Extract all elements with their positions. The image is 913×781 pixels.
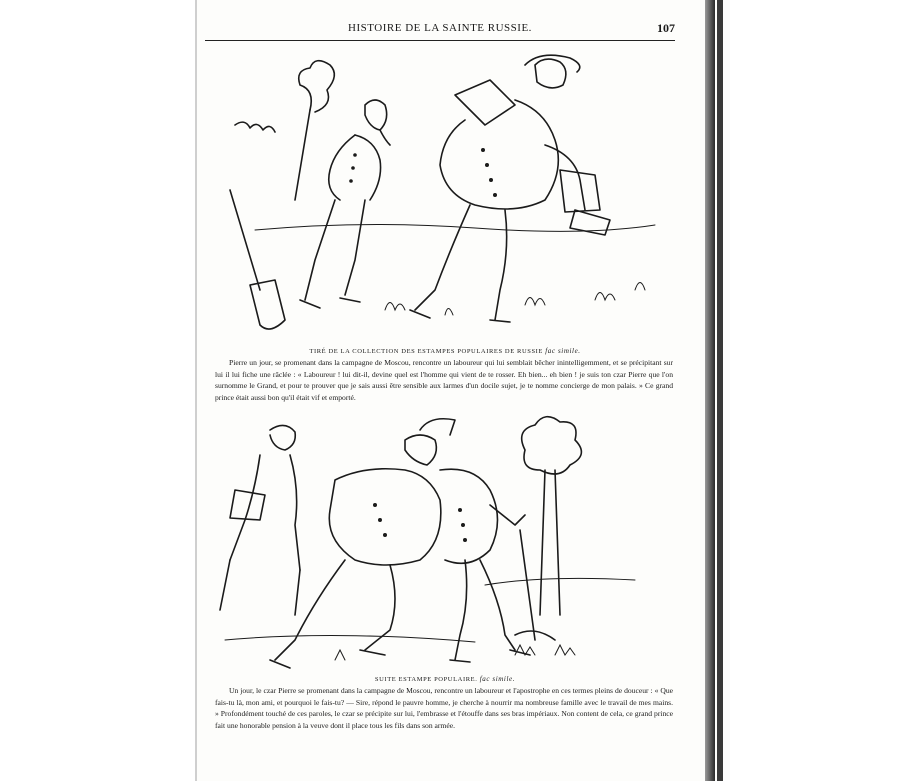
caption-bottom — [205, 675, 685, 683]
illustration-top — [215, 50, 660, 342]
caption-bottom-main: SUITE ESTAMPE POPULAIRE. — [374, 676, 478, 683]
page-header — [205, 18, 675, 41]
page-number: 107 — [657, 21, 675, 35]
paragraph-1: Pierre un jour, se promenant dans la campagne de Moscou, rencontre un laboureur qui lui semblait bêcher inintelligemment, et se précipitant sur lui il lui fiche une râclée : « Laboureur ! lui dit-il, devine quel est l'homme qui vient de te rosser. Eh bien... eh bien ! je suis ton czar Pierre que l'on surnomme le Grand, et pour te prouver que je sais aussi être sensible aux larmes d'un docile sujet, je te nomme concierge de mon palais. » Ce grand prince était aussi bon qu'il était vif et emporté. — [215, 358, 673, 402]
running-title: HISTOIRE DE LA SAINTE RUSSIE. — [348, 22, 532, 34]
illustration-bottom-drawing — [215, 410, 660, 675]
caption-top-main: TIRÉ DE LA COLLECTION DES ESTAMPES POPULAIRES DE RUSSIE — [309, 348, 544, 355]
book-binding-edge — [705, 0, 715, 781]
illustration-top-drawing — [215, 50, 660, 342]
illustration-bottom — [215, 410, 660, 675]
caption-top — [205, 347, 685, 355]
paragraph-2: Un jour, le czar Pierre se promenant dans la campagne de Moscou, rencontre un laboureur et l'apostrophe en ces termes pleins de douceur : « Que fais-tu là, mon ami, et pourquoi le fais-tu? — Sire, répond le pauvre homme, je cherche à nourrir ma nombreuse famille avec le travail de mes mains. » Profondément touché de ces paroles, le czar se précipite sur lui, l'embrasse et l'étouffe dans ses bras impériaux. Non content de cela, ce grand prince fait une honorable pension à la veuve dont il place tous les fils dans son armée. — [215, 686, 673, 730]
caption-top-note: fac simile. — [545, 347, 581, 355]
caption-bottom-note: fac simile. — [479, 675, 516, 683]
